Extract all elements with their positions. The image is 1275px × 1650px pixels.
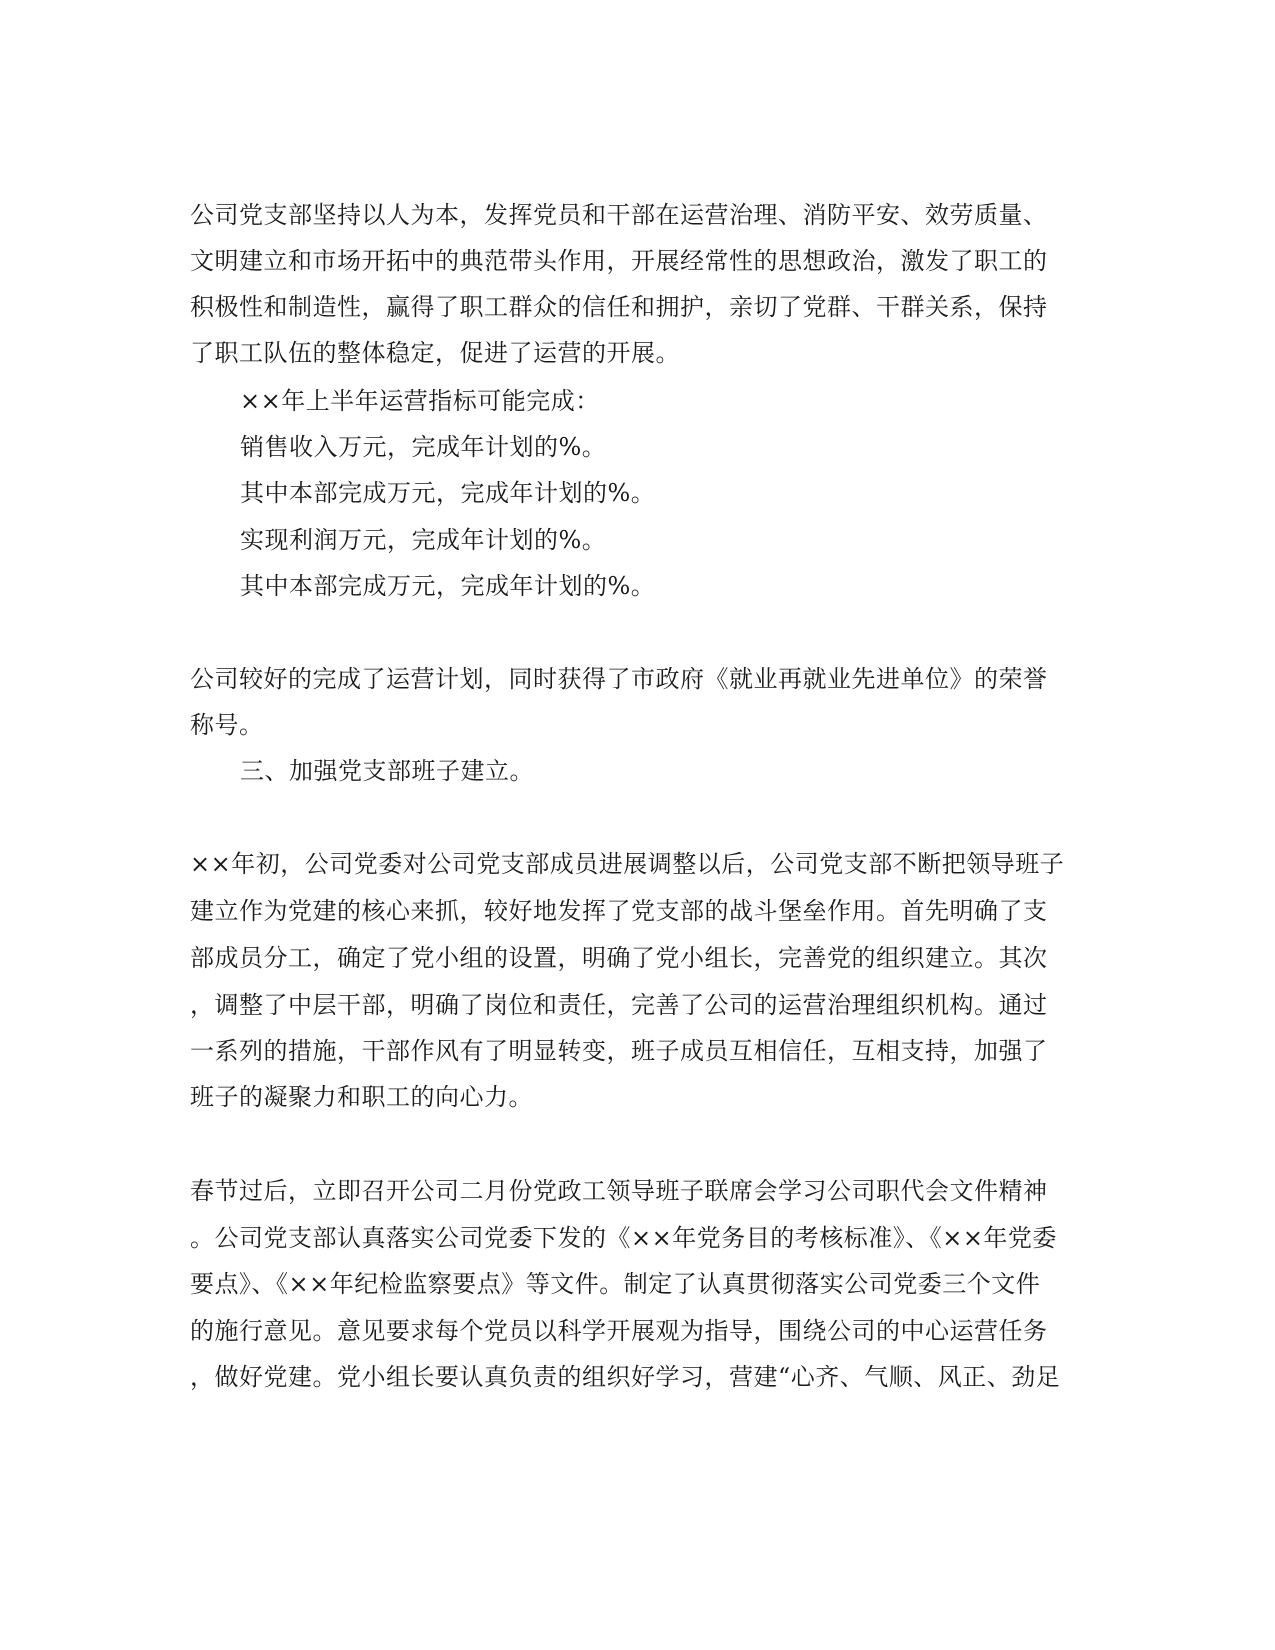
text-line: 称号。 (190, 711, 264, 739)
indicator-item: 其中本部完成万元，完成年计划的%。 (240, 572, 656, 600)
text-line: 建立作为党建的核心来抓，较好地发挥了党支部的战斗堡垒作用。首先明确了支 (190, 897, 1048, 925)
text-line: 春节过后，立即召开公司二月份党政工领导班子联席会学习公司职代会文件精神 (190, 1177, 1048, 1205)
indicator-item: 实现利润万元，完成年计划的%。 (240, 526, 607, 554)
text-line: 要点》、《××年纪检监察要点》等文件。制定了认真贯彻落实公司党委三个文件 (190, 1270, 1041, 1298)
text-line: 一系列的措施，干部作风有了明显转变，班子成员互相信任，互相支持，加强了 (190, 1037, 1048, 1065)
text-line: ××年初，公司党委对公司党支部成员进展调整以后，公司党支部不断把领导班子 (190, 850, 1065, 878)
text-line: 的施行意见。意见要求每个党员以科学开展观为指导，围绕公司的中心运营任务 (190, 1317, 1048, 1345)
text-line: 部成员分工，确定了党小组的设置，明确了党小组长，完善党的组织建立。其次 (190, 944, 1048, 972)
text-line: ，做好党建。党小组长要认真负责的组织好学习，营建“心齐、气顺、风正、劲足 (190, 1363, 1061, 1391)
text-line: 公司较好的完成了运营计划，同时获得了市政府《就业再就业先进单位》的荣誉 (190, 665, 1048, 693)
text-line: 积极性和制造性，赢得了职工群众的信任和拥护，亲切了党群、干群关系，保持 (190, 293, 1048, 321)
indicator-item: 销售收入万元，完成年计划的%。 (240, 433, 607, 461)
indicator-heading: ××年上半年运营指标可能完成： (240, 387, 600, 415)
indicator-item: 其中本部完成万元，完成年计划的%。 (240, 479, 656, 507)
text-line: ，调整了中层干部，明确了岗位和责任，完善了公司的运营治理组织机构。通过 (190, 991, 1048, 1019)
text-line: 。公司党支部认真落实公司党委下发的《××年党务目的考核标准》、《××年党委 (190, 1224, 1057, 1252)
text-line: 班子的凝聚力和职工的向心力。 (190, 1083, 533, 1111)
text-line: 公司党支部坚持以人为本，发挥党员和干部在运营治理、消防平安、效劳质量、 (190, 201, 1048, 229)
section-heading-3: 三、加强党支部班子建立。 (240, 757, 534, 785)
text-line: 了职工队伍的整体稳定，促进了运营的开展。 (190, 339, 680, 367)
text-line: 文明建立和市场开拓中的典范带头作用，开展经常性的思想政治，激发了职工的 (190, 247, 1048, 275)
